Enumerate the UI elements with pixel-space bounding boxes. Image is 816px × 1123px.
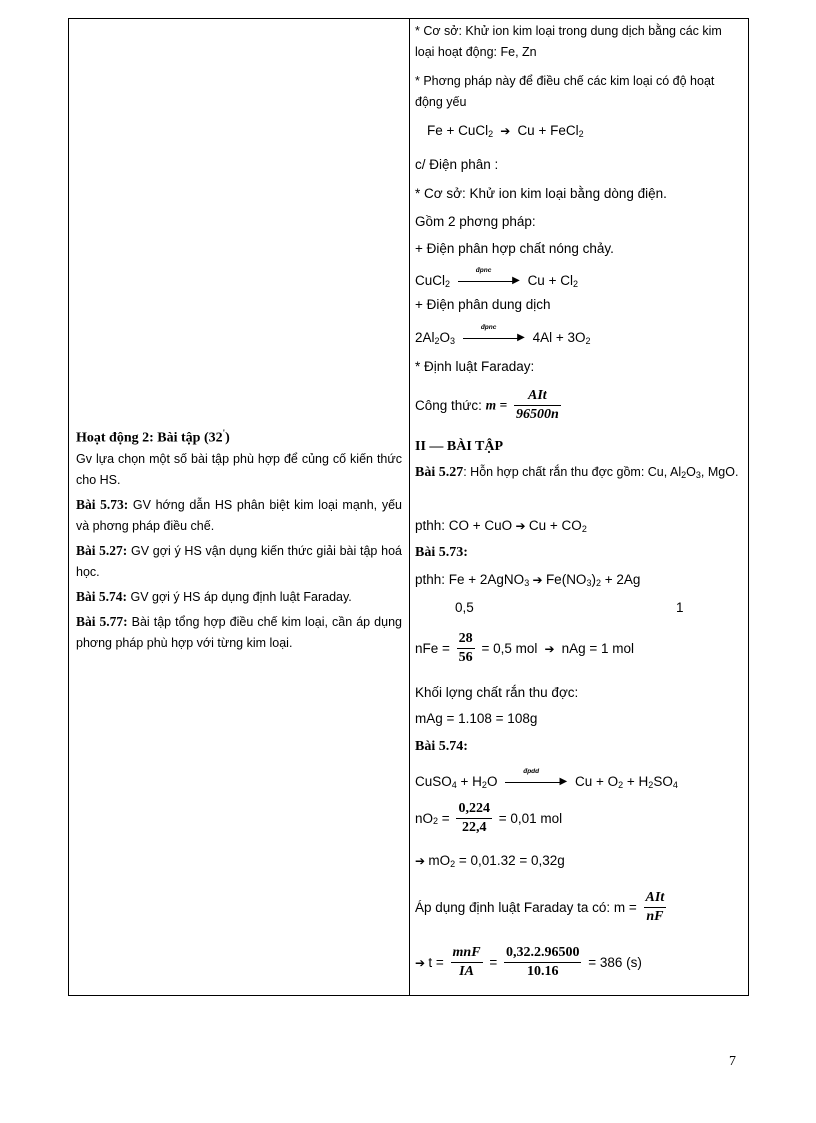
list-item: Bài 5.27: GV gợi ý HS vận dụng kiến thức giải bài tập hoá học. <box>76 542 402 579</box>
electrolysis-basis: * Cơ sở: Khử ion kim loại bằng dòng điện. <box>415 186 667 201</box>
solid-mass-label: Khối lợng chất rắn thu đợc: <box>415 685 579 700</box>
no2-calculation: $nO_2$ = $\frac{0,224}{22,4}$ = 0,01 mol <box>415 801 563 835</box>
faraday-formula: Công thức: m = $\frac{\text{AIt}}{96500n}$ <box>415 388 559 422</box>
section-electrolysis: c/ Điện phân : <box>415 157 499 172</box>
exercise-527: Bài 5.27: Hỗn hợp chất rắn thu đợc gồm: Cu, $Al_2O_3$, MgO. <box>415 465 739 480</box>
equation-3: $2Al_2O_3$ ▶ đpnc $4Al + 3O_2$ <box>415 324 591 346</box>
equation-2: CuCl$_2$ ▶ đpnc $Cu + Cl_2$ <box>415 267 578 289</box>
exercise-573: Bài 5.73: <box>415 545 468 560</box>
solution-electrolysis: + Điện phân dung dịch <box>415 297 551 312</box>
list-item: Bài 5.73: GV hớng dẫn HS phân biệt kim loại mạnh, yếu và phơng pháp điều chế. <box>76 496 402 533</box>
mag-calculation: mAg = 1.108 = 108g <box>415 711 538 726</box>
equation-pthh-2: pthh: Fe + 2AgNO$_3$ ➔ $Fe(NO_3)_2 + 2Ag$ <box>415 572 641 588</box>
arrow-icon: ▶ đpdd <box>505 777 567 787</box>
equation-pthh-1: pthh: CO + CuO ➔ $Cu + CO_2$ <box>415 518 587 534</box>
arrow-icon: ▶ đpnc <box>463 333 525 343</box>
time-calculation: ➔ t = $\frac{\text{mnF}}{IA}$ = $\frac{0,32.2.96500}{10.16}$ = 386 (s) <box>415 945 642 979</box>
section-exercises: II — BÀI TẬP <box>415 439 504 454</box>
faraday-application: Áp dụng định luật Faraday ta có: m = $\frac{\text{AIt}}{nF}$ <box>415 890 665 924</box>
column-divider <box>409 19 410 995</box>
mole-ag: 1 <box>676 600 684 615</box>
mo2-calculation: ➔ $mO_2 = 0,01.32 = 0,32g$ <box>415 853 565 869</box>
lesson-table <box>68 18 749 996</box>
method-line: * Phơng pháp này để điều chế các kim loại có độ hoạt động yếu <box>415 74 715 109</box>
activity-title: Hoạt động 2: Bài tập (32') <box>76 428 230 446</box>
equation-1: Fe + CuCl$_2$ ➔ Cu + FeCl$_2$ <box>427 123 584 139</box>
activity-intro: Gv lựa chọn một số bài tập phù hợp để củng cố kiến thức cho HS. <box>76 451 402 487</box>
list-item: Bài 5.74: GV gợi ý HS áp dụng định luật Faraday. <box>76 588 352 604</box>
faraday-law: * Định luật Faraday: <box>415 359 535 374</box>
arrow-icon: ▶ đpnc <box>458 276 520 286</box>
exercise-574: Bài 5.74: <box>415 739 468 754</box>
page-number: 7 <box>729 1054 736 1069</box>
molten-electrolysis: + Điện phân hợp chất nóng chảy. <box>415 241 614 256</box>
equation-4: CuSO$_4$ + $H_2O$ ▶ đpdd $Cu + O_2 + H_2SO_4$ <box>415 768 678 790</box>
list-item: Bài 5.77: Bài tập tổng hợp điều chế kim loại, cần áp dụng phơng pháp phù hợp với từng kim loại. <box>76 613 402 650</box>
left-column <box>76 423 402 654</box>
mole-fe: 0,5 <box>455 600 474 615</box>
basis-line: * Cơ sở: Khử ion kim loại trong dung dịch bằng các kim loại hoạt động: Fe, Zn <box>415 24 722 59</box>
nfe-calculation: nFe = $\frac{28}{56}$ = 0,5 mol ➔ nAg = 1 mol <box>415 631 635 665</box>
electrolysis-methods: Gồm 2 phơng pháp: <box>415 214 536 229</box>
